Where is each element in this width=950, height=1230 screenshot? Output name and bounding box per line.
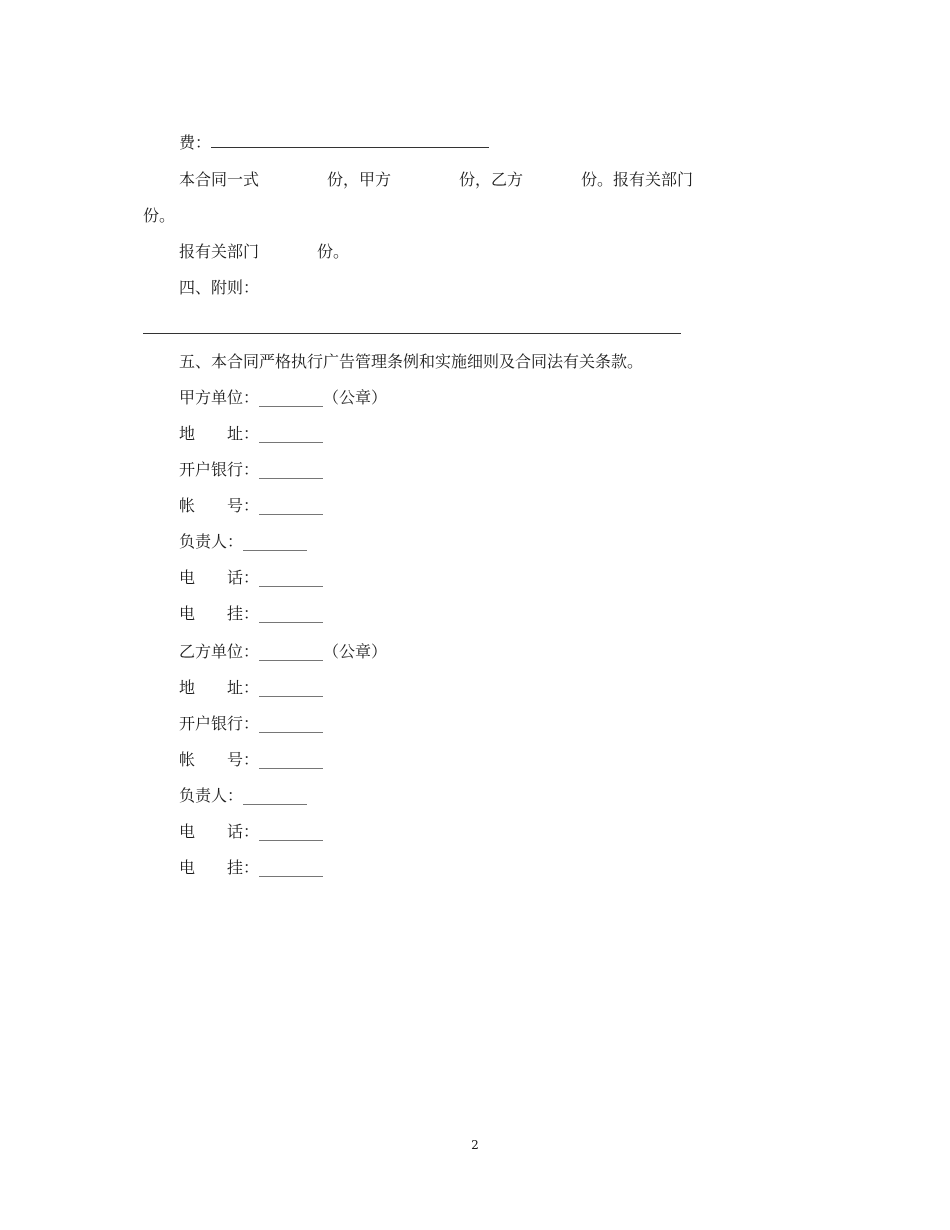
report-text-2: 份。 <box>317 242 350 261</box>
page-number: 2 <box>471 1138 479 1152</box>
party-b-field-blank: ________ <box>259 750 324 769</box>
party-a-field-row <box>179 604 323 624</box>
party-b-field-row <box>179 642 387 662</box>
party-b-field-blank: ________ <box>259 642 324 661</box>
report-text-1: 报有关部门 <box>179 242 260 261</box>
party-a-field-row <box>179 388 387 408</box>
party-b-field-label: 开户银行： <box>179 714 260 733</box>
party-b-field-label: 电 话： <box>179 822 260 841</box>
party-b-field-blank: ________ <box>259 858 324 877</box>
party-a-field-blank: ________ <box>259 424 324 443</box>
party-a-field-suffix: （公章） <box>323 388 388 407</box>
party-a-field-row <box>179 424 323 444</box>
party-b-field-label: 乙方单位： <box>179 642 260 661</box>
party-a-field-label: 负责人： <box>179 532 244 551</box>
fee-label: 费： <box>179 133 212 152</box>
party-a-field-label: 开户银行： <box>179 460 260 479</box>
party-a-field-blank: ________ <box>259 388 324 407</box>
party-a-field-blank: ________ <box>259 460 324 479</box>
party-a-field-blank: ________ <box>259 496 324 515</box>
party-b-field-row <box>179 714 323 734</box>
party-a-field-label: 地 址： <box>179 424 260 443</box>
party-a-field-label: 电 话： <box>179 568 260 587</box>
party-a-field-label: 电 挂： <box>179 604 260 623</box>
party-b-field-row <box>179 750 323 770</box>
party-b-field-label: 地 址： <box>179 678 260 697</box>
party-a-field-row <box>179 532 307 552</box>
party-b-field-blank: ________ <box>259 714 324 733</box>
party-b-field-blank: ________ <box>243 786 308 805</box>
party-b-field-row <box>179 822 323 842</box>
party-a-field-blank: ________ <box>259 568 324 587</box>
party-a-field-blank: ________ <box>243 532 308 551</box>
report-line <box>179 242 349 262</box>
party-b-field-blank: ________ <box>259 822 324 841</box>
copies-line-continued: 份。 <box>143 206 176 225</box>
party-b-field-label: 负责人： <box>179 786 244 805</box>
party-a-field-row <box>179 460 323 480</box>
party-b-field-label: 电 挂： <box>179 858 260 877</box>
fee-blank <box>211 133 489 148</box>
appendix-blank-line <box>143 333 681 334</box>
section-5-text: 五、本合同严格执行广告管理条例和实施细则及合同法有关条款。 <box>179 352 644 371</box>
party-b-field-blank: ________ <box>259 678 324 697</box>
party-b-field-suffix: （公章） <box>323 642 388 661</box>
copies-text-4: 份。报有关部门 <box>581 170 694 189</box>
copies-text-2: 份，甲方 <box>327 170 392 189</box>
fee-line <box>179 133 489 153</box>
party-a-field-label: 帐 号： <box>179 496 260 515</box>
party-b-field-row <box>179 858 323 878</box>
section-4-heading: 四、附则： <box>179 278 260 297</box>
copies-line <box>179 170 693 190</box>
party-b-field-row <box>179 786 307 806</box>
copies-text-1: 本合同一式 <box>179 170 260 189</box>
party-a-field-blank: ________ <box>259 604 324 623</box>
party-b-field-label: 帐 号： <box>179 750 260 769</box>
party-a-field-row <box>179 568 323 588</box>
party-a-field-row <box>179 496 323 516</box>
copies-text-3: 份，乙方 <box>459 170 524 189</box>
party-b-field-row <box>179 678 323 698</box>
party-a-field-label: 甲方单位： <box>179 388 260 407</box>
